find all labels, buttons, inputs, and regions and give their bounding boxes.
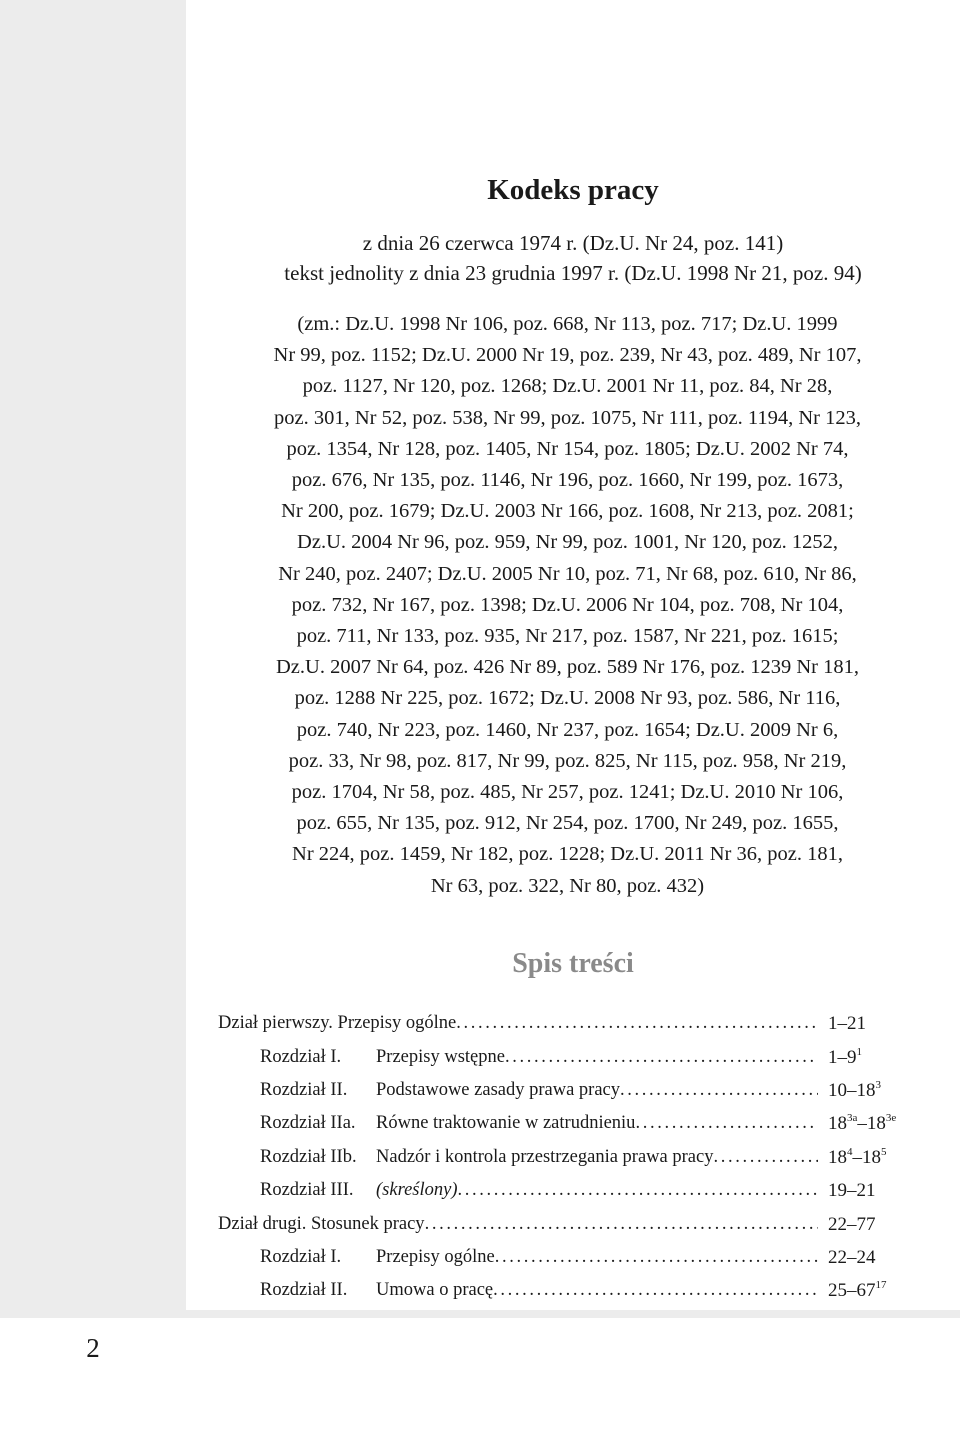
range-from: 22: [828, 1246, 847, 1268]
toc-entry-text: Nadzór i kontrola przestrzegania prawa pracy: [376, 1146, 714, 1167]
toc-leader-dots: [456, 1013, 818, 1034]
range-from: 1: [828, 1013, 838, 1035]
toc-leader-dots: [635, 1113, 818, 1134]
amendment-line: poz. 655, Nr 135, poz. 912, Nr 254, poz. 1700, Nr 249, poz. 1655,: [296, 812, 839, 835]
range-to: 77: [856, 1213, 876, 1235]
amendment-line: poz. 1288 Nr 225, poz. 1672; Dz.U. 2008 Nr 93, poz. 586, Nr 116,: [294, 687, 841, 710]
toc-entry-label: Dział pierwszy.: [218, 1013, 333, 1034]
left-margin-band: [0, 0, 186, 1318]
toc-entry-text: Przepisy ogólne: [337, 1013, 457, 1034]
toc-entry-range: [828, 1012, 940, 1035]
range-from-sup: 3a: [847, 1112, 858, 1125]
toc-entry-rozdzial-iia[interactable]: [218, 1107, 940, 1140]
document-title: Kodeks pracy: [487, 174, 659, 206]
amendment-line: poz. 711, Nr 133, poz. 935, Nr 217, poz. 1587, Nr 221, poz. 1615;: [296, 625, 839, 648]
bottom-margin-band: [186, 1310, 960, 1318]
range-to: 67: [856, 1280, 876, 1302]
subtitle-line-2: tekst jednolity z dnia 23 grudnia 1997 r. (Dz.U. 1998 Nr 21, poz. 94): [284, 261, 862, 285]
amendment-line: Nr 63, poz. 322, Nr 80, poz. 432): [430, 874, 705, 897]
range-to: 18: [862, 1146, 881, 1168]
range-dash: –: [857, 1113, 867, 1135]
toc-entry-rozdzial-i[interactable]: [218, 1040, 940, 1073]
range-dash: –: [852, 1146, 862, 1168]
toc-entry-label: Rozdział IIa.: [260, 1113, 356, 1134]
toc-entry-dzial-pierwszy[interactable]: [218, 1007, 940, 1040]
toc-entry-label: Rozdział III.: [260, 1180, 354, 1201]
subtitle-line-1: z dnia 26 czerwca 1974 r. (Dz.U. Nr 24, poz. 141): [362, 231, 784, 255]
toc-entry-text: Przepisy wstępne: [376, 1046, 505, 1067]
toc-entry-label: Rozdział IIb.: [260, 1146, 357, 1167]
range-to-sup: 3e: [885, 1112, 897, 1125]
range-dash: –: [837, 1013, 847, 1035]
amendment-line: Dz.U. 2004 Nr 96, poz. 959, Nr 99, poz. 1001, Nr 120, poz. 1252,: [297, 531, 838, 554]
toc-entry-range: [828, 1112, 940, 1135]
range-to: 18: [866, 1113, 886, 1135]
toc-leader-dots: [620, 1080, 818, 1101]
range-to-sup: 3: [875, 1078, 881, 1091]
toc-leader-dots: [495, 1247, 818, 1268]
toc-title: Spis treści: [512, 948, 634, 979]
amendment-line: poz. 732, Nr 167, poz. 1398; Dz.U. 2006 Nr 104, poz. 708, Nr 104,: [291, 593, 844, 616]
amendments-list: [215, 309, 920, 902]
range-dash: –: [847, 1079, 857, 1101]
toc-entry-text: Stosunek pracy: [311, 1213, 425, 1234]
toc-entry-text: (skreślony): [376, 1180, 458, 1201]
toc-entry-label: Rozdział I.: [260, 1246, 342, 1267]
range-from: 22: [828, 1213, 847, 1235]
range-dash: –: [847, 1280, 857, 1302]
amendment-line: poz. 33, Nr 98, poz. 817, Nr 99, poz. 825, Nr 115, poz. 958, Nr 219,: [288, 749, 847, 772]
toc-entry-rozdzial-ii[interactable]: [218, 1074, 940, 1107]
toc-entry-rozdzial-iii[interactable]: [218, 1174, 940, 1207]
range-dash: –: [847, 1213, 857, 1235]
amendment-line: Nr 240, poz. 2407; Dz.U. 2005 Nr 10, poz. 71, Nr 68, poz. 610, Nr 86,: [278, 562, 857, 585]
range-to: 9: [847, 1046, 857, 1068]
amendment-line: Dz.U. 2007 Nr 64, poz. 426 Nr 89, poz. 589 Nr 176, poz. 1239 Nr 181,: [275, 656, 860, 679]
toc-entry-label: Rozdział II.: [260, 1079, 348, 1100]
range-to: 21: [856, 1180, 876, 1202]
toc-entry-text: Umowa o pracę: [376, 1280, 494, 1301]
toc-leader-dots: [425, 1214, 818, 1235]
amendment-line: poz. 676, Nr 135, poz. 1146, Nr 196, poz. 1660, Nr 199, poz. 1673,: [291, 469, 844, 492]
amendment-line: (zm.: Dz.U. 1998 Nr 106, poz. 668, Nr 113, poz. 717; Dz.U. 1999: [297, 313, 838, 335]
range-from: 18: [828, 1113, 847, 1135]
toc-leader-dots: [505, 1047, 818, 1068]
amendment-line: poz. 1704, Nr 58, poz. 485, Nr 257, poz. 1241; Dz.U. 2010 Nr 106,: [291, 781, 844, 804]
amendment-line: Nr 200, poz. 1679; Dz.U. 2003 Nr 166, poz. 1608, Nr 213, poz. 2081;: [281, 500, 854, 523]
range-dash: –: [837, 1046, 847, 1068]
toc-entry-label: Dział drugi.: [218, 1213, 307, 1234]
toc-entry-label: Rozdział I.: [260, 1046, 342, 1067]
range-to-sup: 17: [875, 1279, 887, 1292]
toc-entry-rozdzial-ii-drugi[interactable]: [218, 1274, 940, 1307]
range-dash: –: [847, 1180, 857, 1202]
toc-entry-rozdzial-i-drugi[interactable]: [218, 1241, 940, 1274]
toc-entry-range: [828, 1279, 940, 1302]
toc-leader-dots: [713, 1147, 818, 1168]
range-to-sup: 1: [856, 1045, 862, 1058]
toc-entry-range: [828, 1246, 940, 1269]
toc-entry-text: Równe traktowanie w zatrudnieniu: [376, 1113, 636, 1134]
toc-entry-dzial-drugi[interactable]: [218, 1207, 940, 1240]
range-from-sup: 4: [847, 1145, 853, 1158]
range-from: 19: [828, 1180, 847, 1202]
amendment-line: poz. 1127, Nr 120, poz. 1268; Dz.U. 2001 Nr 11, poz. 84, Nr 28,: [302, 375, 833, 398]
range-dash: –: [847, 1246, 857, 1268]
range-to: 18: [856, 1079, 876, 1101]
amendment-line: poz. 740, Nr 223, poz. 1460, Nr 237, poz. 1654; Dz.U. 2009 Nr 6,: [296, 718, 839, 741]
toc-entry-range: [828, 1146, 940, 1169]
toc-entry-range: [828, 1046, 940, 1069]
range-to-sup: 5: [881, 1145, 887, 1158]
toc-entry-text: Podstawowe zasady prawa pracy: [376, 1079, 621, 1100]
amendment-line: Nr 224, poz. 1459, Nr 182, poz. 1228; Dz.U. 2011 Nr 36, poz. 181,: [292, 843, 843, 866]
range-to: 21: [847, 1013, 866, 1035]
table-of-contents: [218, 1007, 940, 1308]
toc-entry-range: [828, 1079, 940, 1102]
toc-entry-rozdzial-iib[interactable]: [218, 1141, 940, 1174]
range-from: 10: [828, 1079, 847, 1101]
toc-entry-range: [828, 1179, 940, 1202]
amendment-line: poz. 1354, Nr 128, poz. 1405, Nr 154, poz. 1805; Dz.U. 2002 Nr 74,: [286, 437, 849, 460]
toc-leader-dots: [458, 1180, 818, 1201]
range-from: 1: [828, 1046, 838, 1068]
page-number: 2: [86, 1333, 100, 1363]
amendment-line: poz. 301, Nr 52, poz. 538, Nr 99, poz. 1075, Nr 111, poz. 1194, Nr 123,: [273, 406, 861, 429]
toc-entry-label: Rozdział II.: [260, 1280, 348, 1301]
toc-entry-text: Przepisy ogólne: [376, 1246, 495, 1267]
toc-entry-range: [828, 1213, 940, 1236]
amendment-line: Nr 99, poz. 1152; Dz.U. 2000 Nr 19, poz. 239, Nr 43, poz. 489, Nr 107,: [273, 344, 862, 367]
range-from: 18: [828, 1146, 847, 1168]
range-from: 25: [828, 1280, 847, 1302]
range-to: 24: [856, 1246, 876, 1268]
toc-leader-dots: [493, 1280, 818, 1301]
